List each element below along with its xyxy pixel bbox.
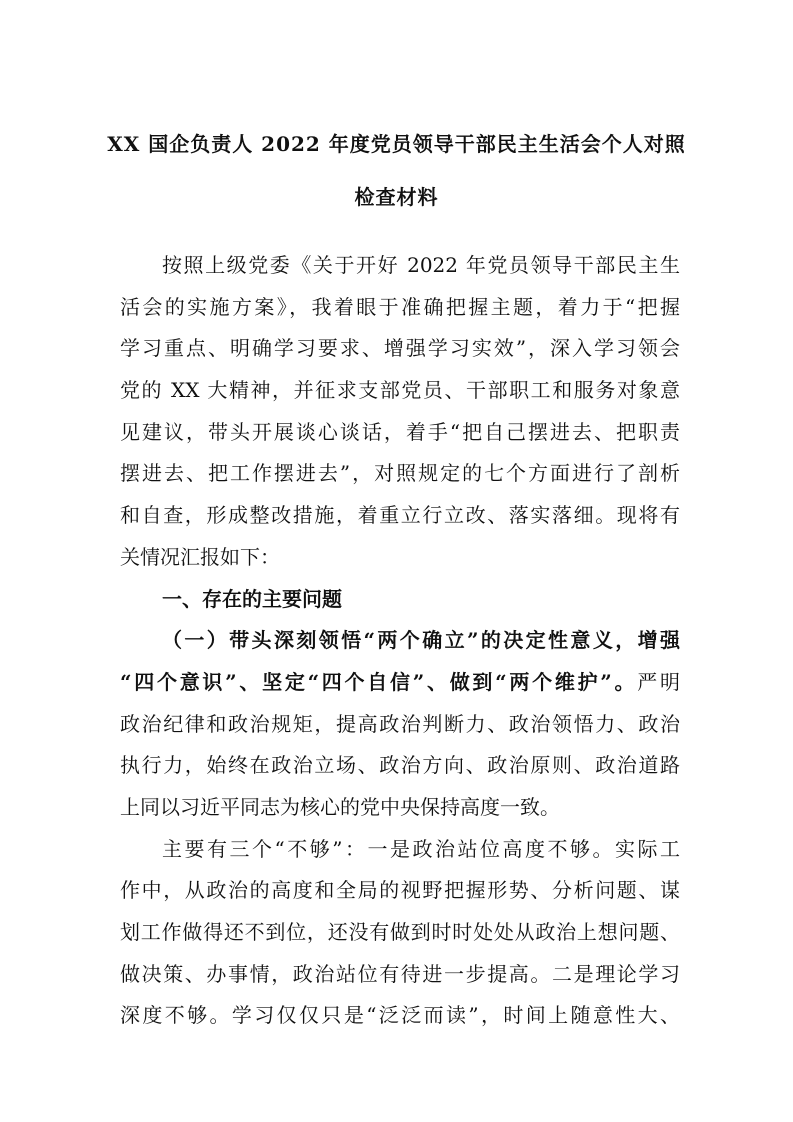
paragraph-line: 按照上级党委《关于开好 2022 年党员领导干部民主生 bbox=[162, 253, 680, 277]
paragraph-line: 上同以习近平同志为核心的党中央保持高度一致。 bbox=[120, 794, 560, 819]
paragraph-line: 摆进去、把工作摆进去”，对照规定的七个方面进行了剖析 bbox=[120, 461, 680, 486]
subsection-heading-line: （一）带头深刻领悟“两个确立”的决定性意义，增强 bbox=[162, 628, 680, 653]
paragraph-line: 划工作做得还不到位，还没有做到时时处处从政治上想问题、 bbox=[120, 920, 680, 944]
paragraph-line bbox=[120, 662, 680, 704]
paragraph-line: 政治纪律和政治规矩，提高政治判断力、政治领悟力、政治 bbox=[120, 711, 680, 736]
section-heading: 一、存在的主要问题 bbox=[162, 586, 342, 611]
document-title-line-1: XX 国企负责人 2022 年度党员领导干部民主生活会个人对照 bbox=[107, 132, 686, 156]
paragraph-line: 和自查，形成整改措施，着重立行立改、落实落细。现将有 bbox=[120, 503, 680, 528]
paragraph-line: 深度不够。学习仅仅只是“泛泛而读”，时间上随意性大、 bbox=[120, 1003, 680, 1028]
paragraph-line: 党的 XX 大精神，并征求支部党员、干部职工和服务对象意 bbox=[120, 378, 680, 403]
paragraph-line: 执行力，始终在政治立场、政治方向、政治原则、政治道路 bbox=[120, 753, 680, 778]
paragraph-line: 学习重点、明确学习要求、增强学习实效”，深入学习领会 bbox=[120, 336, 680, 361]
document-body bbox=[120, 245, 680, 1037]
paragraph-line: 作中，从政治的高度和全局的视野把握形势、分析问题、谋 bbox=[120, 878, 680, 903]
subsection-heading-continuation: “四个意识”、坚定“四个自信”、做到“两个维护”。 bbox=[120, 669, 638, 694]
paragraph-line: 见建议，带头开展谈心谈话，着手“把自己摆进去、把职责 bbox=[120, 419, 680, 444]
paragraph-line: 关情况汇报如下： bbox=[120, 544, 280, 569]
paragraph-line: 做决策、办事情，政治站位有待进一步提高。二是理论学习 bbox=[120, 961, 680, 986]
document-title-line-2: 检查材料 bbox=[354, 185, 439, 209]
paragraph-line: 活会的实施方案》，我着眼于准确把握主题，着力于“把握 bbox=[120, 294, 680, 319]
paragraph-text: 严明 bbox=[637, 669, 680, 694]
paragraph-line: 主要有三个“不够”：一是政治站位高度不够。实际工 bbox=[162, 836, 680, 861]
